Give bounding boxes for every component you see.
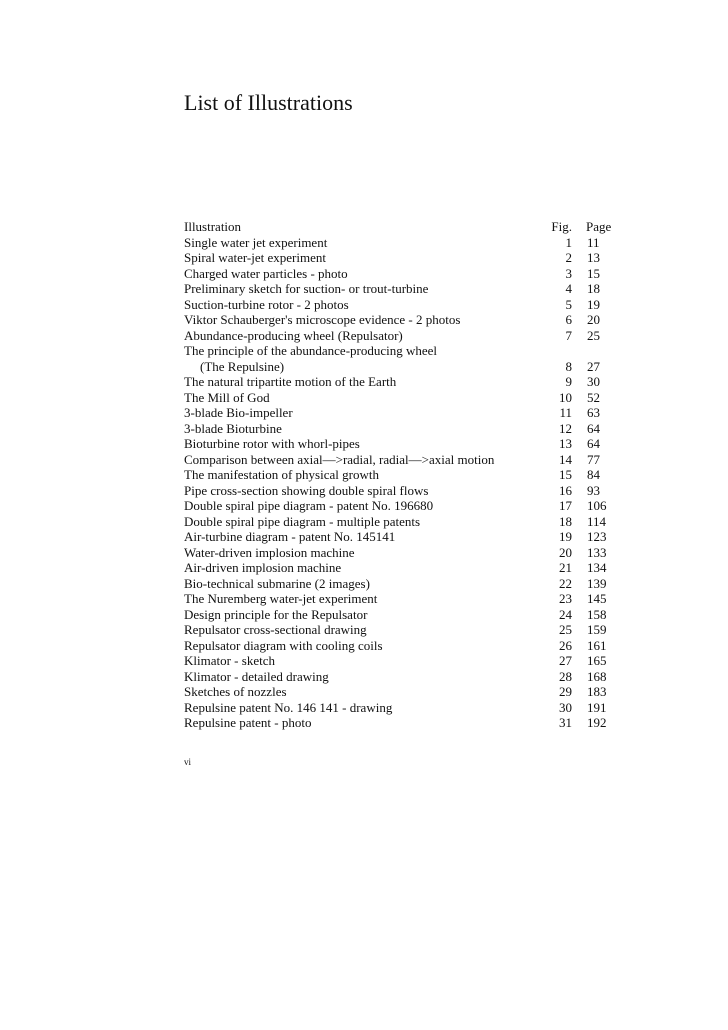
page-reference: 20 [587, 312, 600, 327]
illustration-title: Bioturbine rotor with whorl-pipes [184, 436, 360, 451]
illustration-title: The Nuremberg water-jet experiment [184, 591, 378, 606]
figure-number: 1 [565, 234, 572, 250]
table-row [184, 281, 614, 297]
page-reference: 145 [587, 591, 607, 606]
page-reference: 77 [587, 451, 600, 467]
figure-number: 6 [565, 312, 572, 327]
page-reference: 19 [587, 296, 600, 312]
illustration-title: Air-turbine diagram - patent No. 145141 [184, 529, 396, 544]
figure-number: 5 [565, 296, 572, 312]
illustration-title: Water-driven implosion machine [184, 544, 355, 560]
figure-number: 19 [559, 529, 572, 544]
table-row [184, 467, 614, 483]
illustration-title: Repulsine patent - photo [184, 715, 312, 730]
illustration-title: Preliminary sketch for suction- or trout-turbine [184, 281, 429, 296]
page-reference: 64 [587, 436, 600, 451]
figure-number: 2 [565, 250, 572, 265]
illustration-title: Comparison between axial—>radial, radial—>axial motion [184, 451, 495, 467]
illustration-title: Sketches of nozzles [184, 684, 287, 699]
illustration-title: Design principle for the Repulsator [184, 606, 368, 622]
page-reference: 192 [587, 715, 607, 730]
figure-number: 12 [559, 420, 572, 436]
page-reference: 139 [587, 575, 607, 591]
figure-number: 3 [565, 265, 572, 281]
table-row [184, 545, 614, 561]
table-row [184, 312, 614, 328]
table-row [184, 700, 614, 716]
illustration-title: Double spiral pipe diagram - multiple patents [184, 513, 421, 529]
page-reference: 25 [587, 327, 600, 343]
page-reference: 106 [587, 498, 607, 513]
figure-number: 29 [559, 684, 572, 699]
figure-number: 8 [565, 358, 572, 374]
illustration-title: Bio-technical submarine (2 images) [184, 575, 370, 591]
figure-number: 15 [559, 467, 572, 482]
page-reference: 191 [587, 699, 607, 715]
table-row [184, 669, 614, 685]
page-reference: 133 [587, 544, 607, 560]
illustration-title: Viktor Schauberger's microscope evidence - 2 photos [184, 312, 461, 327]
figure-number: 28 [559, 668, 572, 684]
table-row [184, 514, 614, 530]
figure-number: 23 [559, 591, 572, 606]
page-reference: 64 [587, 420, 600, 436]
page-title: List of Illustrations [184, 90, 353, 115]
illustration-title: Double spiral pipe diagram - patent No. 196680 [184, 498, 434, 513]
figure-number: 14 [559, 451, 572, 467]
header-fig: Fig. [551, 219, 572, 234]
illustration-title: Klimator - detailed drawing [184, 668, 329, 684]
table-header [184, 219, 614, 235]
page-reference: 123 [587, 529, 607, 544]
page-reference: 158 [587, 606, 607, 622]
illustration-title: Klimator - sketch [184, 653, 275, 668]
page-reference: 159 [587, 622, 607, 637]
page-reference: 134 [587, 560, 607, 575]
figure-number: 18 [559, 513, 572, 529]
table-row [184, 529, 614, 545]
illustration-title: Single water jet experiment [184, 234, 328, 250]
page-number: vi [184, 757, 192, 767]
table-row [184, 250, 614, 266]
figure-number: 21 [559, 560, 572, 575]
table-row [184, 235, 614, 251]
table-row [184, 436, 614, 452]
figure-number: 30 [559, 699, 572, 715]
illustration-title: The Mill of God [184, 389, 270, 405]
page-reference: 114 [587, 513, 607, 529]
page-reference: 63 [587, 405, 600, 420]
header-illustration: Illustration [184, 219, 242, 234]
figure-number: 10 [559, 389, 572, 405]
illustration-title: Air-driven implosion machine [184, 560, 342, 575]
table-row [184, 483, 614, 499]
table-row [184, 591, 614, 607]
page-reference: 52 [587, 389, 600, 405]
figure-number: 13 [559, 436, 572, 451]
header-page: Page [586, 219, 612, 234]
illustration-title: Charged water particles - photo [184, 265, 348, 281]
illustration-title: Spiral water-jet experiment [184, 250, 326, 265]
illustration-title-continuation: (The Repulsine) [200, 358, 285, 374]
table-row [184, 297, 614, 313]
page-reference: 15 [587, 265, 600, 281]
figure-number: 22 [559, 575, 572, 591]
table-row [184, 374, 614, 390]
illustration-title: Repulsator diagram with cooling coils [184, 637, 383, 653]
table-row [184, 622, 614, 638]
figure-number: 27 [559, 653, 572, 668]
page-reference: 165 [587, 653, 607, 668]
illustration-title: Repulsine patent No. 146 141 - drawing [184, 699, 393, 715]
figure-number: 31 [559, 715, 572, 730]
figure-number: 11 [559, 405, 572, 420]
table-row [184, 684, 614, 700]
figure-number: 7 [565, 327, 572, 343]
illustration-title: The natural tripartite motion of the Earth [184, 374, 397, 389]
table-row [184, 576, 614, 592]
illustration-title: Pipe cross-section showing double spiral flows [184, 482, 429, 498]
figure-number: 4 [565, 281, 572, 296]
table-row [184, 607, 614, 623]
illustration-title: The manifestation of physical growth [184, 467, 379, 482]
table-row [184, 405, 614, 421]
illustration-title: 3-blade Bio-impeller [184, 405, 293, 420]
page-reference: 30 [587, 374, 600, 389]
table-row [184, 343, 614, 374]
figure-number: 26 [559, 637, 572, 653]
table-body [184, 235, 614, 731]
page-reference: 27 [587, 358, 600, 374]
table-row [184, 452, 614, 468]
table-row [184, 653, 614, 669]
page-reference: 161 [587, 637, 607, 653]
table-row [184, 328, 614, 344]
page-reference: 11 [587, 234, 600, 250]
figure-number: 17 [559, 498, 572, 513]
page-reference: 183 [587, 684, 607, 699]
page-reference: 84 [587, 467, 600, 482]
illustration-title-line: The principle of the abundance-producing wheel [184, 343, 438, 358]
table-row [184, 638, 614, 654]
page-reference: 93 [587, 482, 600, 498]
figure-number: 16 [559, 482, 572, 498]
table-row [184, 390, 614, 406]
table-row [184, 266, 614, 282]
table-row [184, 715, 614, 731]
table-row [184, 498, 614, 514]
page-reference: 168 [587, 668, 607, 684]
table-row [184, 421, 614, 437]
illustration-title: 3-blade Bioturbine [184, 420, 282, 436]
table-row [184, 560, 614, 576]
page-reference: 18 [587, 281, 600, 296]
illustrations-table [184, 219, 614, 731]
page-reference: 13 [587, 250, 600, 265]
figure-number: 25 [559, 622, 572, 637]
illustration-title [184, 343, 528, 374]
figure-number: 9 [565, 374, 572, 389]
figure-number: 20 [559, 544, 572, 560]
figure-number: 24 [559, 606, 572, 622]
illustration-title: Suction-turbine rotor - 2 photos [184, 296, 349, 312]
illustration-title: Repulsator cross-sectional drawing [184, 622, 367, 637]
illustration-title: Abundance-producing wheel (Repulsator) [184, 327, 403, 343]
